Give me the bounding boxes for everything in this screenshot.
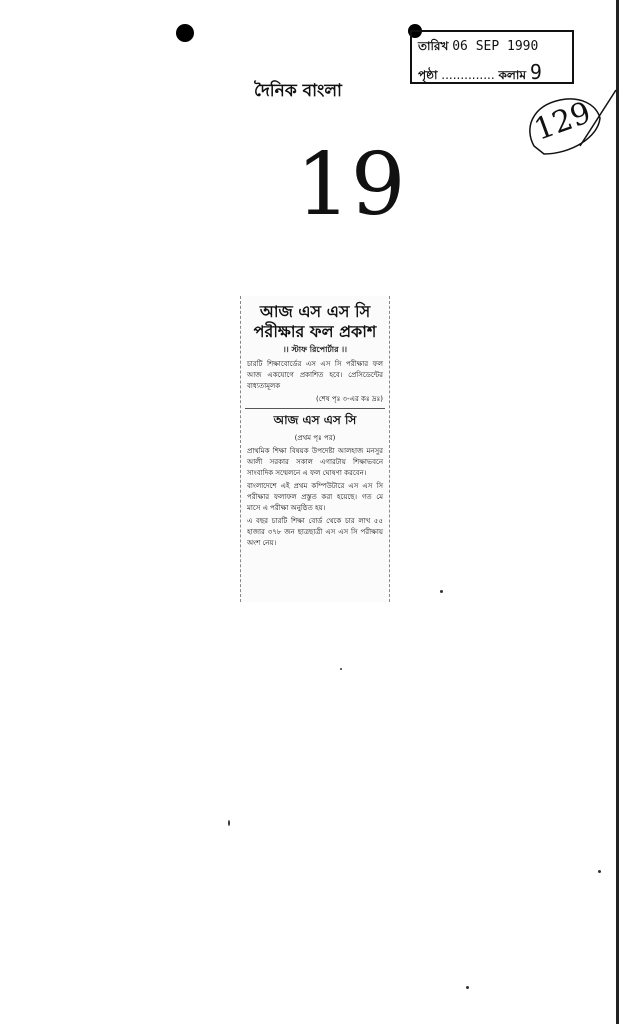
handwritten-circled-number: 129 bbox=[529, 95, 596, 148]
clipping-continuation-headline: আজ এস এস সি bbox=[273, 413, 357, 427]
clipping-intro: চারটি শিক্ষাবোর্ডের এস এস সি পরীক্ষার ফল আজ একযোগে প্রকাশিত হবে। প্রেসিডেন্টের বাধ্যতামূলক bbox=[247, 360, 383, 390]
clipping-paragraph: বাংলাদেশে এই প্রথম কম্পিউটারে এস এস সি পরীক্ষার ফলাফল প্রস্তুত করা হয়েছে। গত মে মাসে এ পরীক্ষা অনুষ্ঠিত হয়। bbox=[247, 482, 383, 512]
handwritten-number: 19 bbox=[296, 135, 406, 235]
clipping-byline: ।। স্টাফ রিপোর্টার ।। bbox=[283, 345, 347, 354]
stamp-date-label: তারিখ bbox=[418, 39, 449, 53]
punch-hole bbox=[176, 24, 194, 42]
archive-stamp: তারিখ 06 SEP 1990 পৃষ্ঠা .............. কলাম 9 bbox=[410, 30, 574, 84]
scan-speck bbox=[228, 820, 230, 826]
clipping-paragraph: প্রাথমিক শিক্ষা বিষয়ক উপদেষ্টা আলহাজ মনসুর আলী সরকার সকাল এগারটায় শিক্ষাভবনে সাংবাদিক সম্মেলনে এ ফল ঘোষণা করবেন। bbox=[247, 447, 383, 477]
clipping-intro-cont: (শেষ পৃঃ ৩-এর কঃ দ্রঃ) bbox=[316, 395, 383, 403]
stamp-column-value: 9 bbox=[529, 60, 542, 84]
stamp-column-label: কলাম bbox=[498, 68, 526, 82]
scan-speck bbox=[440, 590, 443, 593]
newspaper-name: দৈনিক বাংলা bbox=[254, 81, 342, 101]
clipping-divider bbox=[245, 408, 385, 409]
scan-speck bbox=[598, 870, 601, 873]
clipping-headline: আজ এস এস সি পরীক্ষার ফল প্রকাশ bbox=[253, 302, 377, 341]
scan-speck bbox=[466, 986, 469, 989]
clipping-continuation-source: (প্রথম পৃঃ পর) bbox=[294, 434, 336, 442]
scan-speck bbox=[340, 668, 342, 670]
newspaper-clipping bbox=[240, 296, 390, 602]
clipping-paragraph: এ বছর চারটি শিক্ষা বোর্ড থেকে চার লাখ ৫৫ হাজার ৩৭৮ জন ছাত্রছাত্রী এস এস সি পরীক্ষায় অংশ নেয়। bbox=[247, 517, 383, 547]
stamp-date-value: 06 SEP 1990 bbox=[452, 39, 539, 54]
stamp-page-label: পৃষ্ঠা bbox=[418, 68, 438, 82]
